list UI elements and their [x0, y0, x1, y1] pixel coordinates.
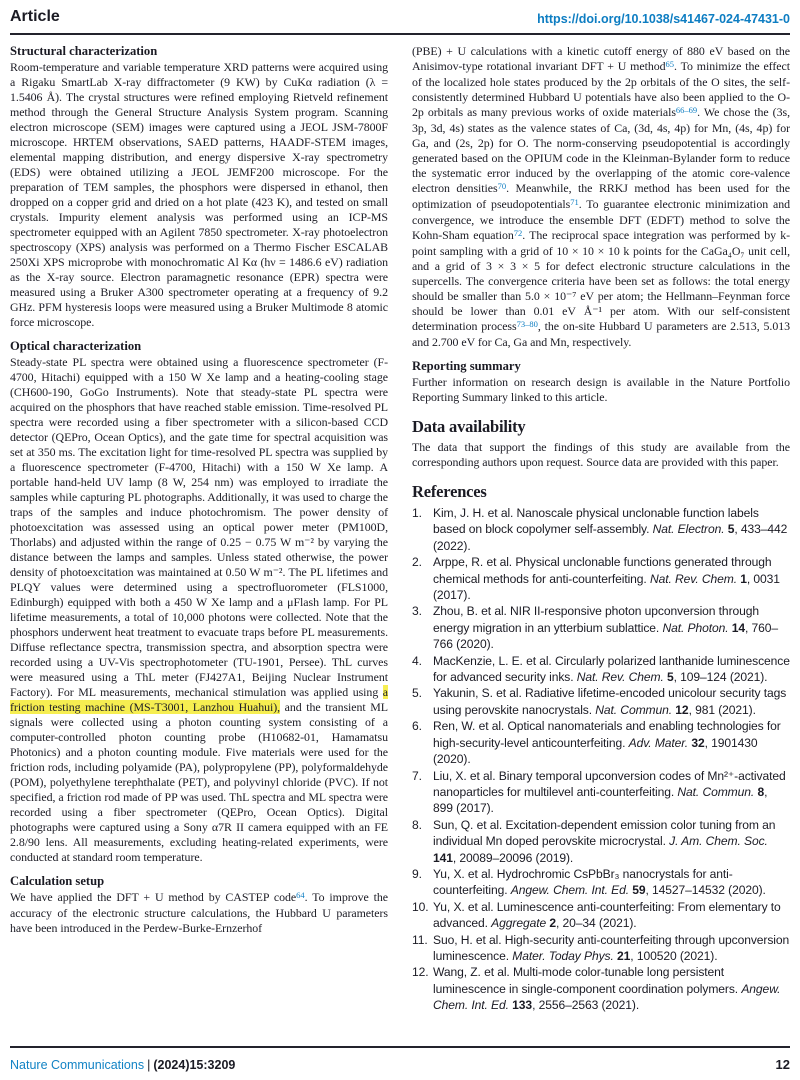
text-run: , 0031 (2017).: [433, 571, 780, 603]
text-run: 5: [667, 670, 674, 685]
text-run: 5: [727, 522, 735, 537]
reference-text: [433, 817, 790, 866]
text-run: Mater. Today Phys.: [512, 948, 614, 963]
text-run: Yu, X. et al. Luminescence anti-counterfeiting: From elementary to advanced.: [433, 899, 781, 931]
text-run: Nat. Electron.: [652, 522, 725, 537]
reference-number: 9.: [412, 866, 422, 881]
reference-text: [433, 899, 790, 932]
two-column-layout: [10, 35, 790, 1014]
text-run: 141: [433, 850, 453, 865]
reference-item: [412, 505, 790, 554]
text-run: 14: [731, 620, 745, 635]
text-run: We have applied the DFT + U method by CASTEP code: [10, 890, 297, 904]
text-run: , 2556–2563 (2021).: [532, 998, 640, 1013]
text-run: . To minimize the effect of the localized hole states produced by the 2p orbitals of the O sites, the self-consistently determined Hubbard U potentials have also been applied to the O-2p orbitals as many previous works of oxide materials: [412, 59, 790, 119]
reference-text: [433, 932, 790, 965]
text-run: Wang, Z. et al. Multi-mode color-tunable long persistent luminescence in single-component coordination polymers.: [433, 965, 742, 996]
calculation-setup-heading: Calculation setup: [10, 874, 105, 888]
text-run: . To guarantee electronic minimization and convergence, we introduce the ensemble DFT (EDFT) method to solve the Kohn-Sham equation: [412, 197, 790, 242]
text-run: Suo, H. et al. High-security anti-counterfeiting through upconversion luminescence.: [433, 932, 790, 963]
text-run: Zhou, B. et al. NIR II-responsive photon upconversion through energy migration in an ytterbium sublattice.: [433, 604, 759, 635]
text-run: Nat. Rev. Chem.: [649, 571, 737, 586]
reference-text: [433, 554, 790, 603]
footer-journal-name: Nature Communications: [10, 1058, 145, 1072]
reference-number: 5.: [412, 686, 422, 701]
text-run: Nat. Commun.: [677, 784, 755, 799]
text-run: . To improve the accuracy of the electronic structure calculations, the Hubbard U parameters have been introduced in the Perdew-Burke-Ernzerhof: [10, 890, 388, 935]
references-list: [412, 505, 790, 1014]
text-run: Angew. Chem. Int. Ed.: [433, 981, 781, 1013]
data-availability-text: The data that support the findings of this study are available from the corresponding authors upon request. Source data are provided with this paper.: [412, 440, 790, 469]
citation-superscript[interactable]: 71: [570, 196, 579, 207]
text-run: , 20089–20096 (2019).: [452, 850, 574, 865]
text-run: 12: [675, 702, 689, 717]
reference-item: [412, 554, 790, 603]
text-run: Nat. Commun.: [595, 702, 673, 717]
footer-citation: [10, 1058, 235, 1072]
text-run: , 981 (2021).: [688, 702, 756, 717]
reference-item: [412, 768, 790, 817]
doi-link[interactable]: https://doi.org/10.1038/s41467-024-47431-0: [537, 12, 790, 26]
left-column: [10, 44, 388, 1014]
text-run: , 899 (2017).: [433, 784, 768, 816]
text-run: Yakunin, S. et al. Radiative lifetime-encoded unicolour security tags using perovskite nanocrystals.: [433, 686, 787, 717]
reference-item: [412, 653, 790, 686]
reference-number: 6.: [412, 719, 422, 734]
reference-item: [412, 899, 790, 932]
text-run: , 20–34 (2021).: [556, 916, 637, 931]
reporting-summary-heading: Reporting summary: [412, 359, 521, 373]
text-run: Angew. Chem. Int. Ed.: [510, 883, 629, 898]
text-run: (PBE) + U calculations with a kinetic cutoff energy of 880 eV based on the Anisimov-type rotational invariant DFT + U method: [412, 44, 790, 73]
data-availability-heading: Data availability: [412, 417, 526, 436]
reference-text: [433, 768, 790, 817]
citation-superscript[interactable]: 72: [513, 227, 523, 238]
text-run: 133: [512, 998, 533, 1013]
text-run: 2: [549, 916, 556, 931]
text-run: Sun, Q. et al. Excitation-dependent emission color tuning from an individual Mn doped perovskite microcrystal.: [433, 817, 776, 849]
calculation-continuation-text: [412, 44, 790, 350]
citation-superscript[interactable]: 73–80: [516, 318, 538, 329]
reference-number: 2.: [412, 555, 422, 570]
text-run: 59: [632, 883, 646, 898]
citation-superscript[interactable]: 70: [497, 180, 507, 191]
text-run: , 14527–14532 (2020).: [645, 883, 766, 898]
reference-number: 7.: [412, 768, 422, 783]
optical-characterization-text: [10, 355, 388, 865]
text-run: Nat. Photon.: [662, 620, 729, 635]
right-column: [412, 44, 790, 1014]
text-run: Adv. Mater.: [628, 735, 689, 750]
reference-text: [433, 718, 790, 767]
reference-number: 3.: [412, 604, 422, 619]
calculation-setup-text: [10, 890, 388, 936]
citation-superscript[interactable]: 66–69: [675, 104, 698, 115]
footer-separator: |: [147, 1058, 151, 1072]
optical-characterization-heading: Optical characterization: [10, 339, 142, 353]
reference-item: [412, 866, 790, 899]
text-run: 1: [740, 571, 747, 586]
text-run: , 760–766 (2020).: [433, 620, 779, 652]
reference-text: [433, 685, 790, 718]
text-run: 32: [691, 735, 705, 750]
text-run: 21: [617, 948, 631, 963]
reference-number: 1.: [412, 506, 422, 520]
article-type-label: Article: [10, 8, 60, 25]
references-heading: References: [412, 482, 487, 501]
text-run: Steady-state PL spectra were obtained using a fluorescence spectrometer (F-4700, Hitachi) equipped with a 150 W Xe lamp and a heating-cooling stage (CH600-190, GoGo Instruments). Note that steady-state PL spectra were acquired on the phosphors that have reached stable emission. Time-resolved PL spectra were recorded using a fiber spectrometer with a silicon-based CCD detector (QEPro, Ocean Optics), and the gate time for spectral acquisition was set at 350 ms. The excitation light for time-resolved PL spectra was supplied by a fluorescence spectrometer (F-4700, Hitachi) with a 150 W Xe lamp. A portable hand-held UV lamp (8 W, 254 nm) was employed to irradiate the samples while capturing PL photographs. Additionally, it was used to charge the traps of the samples and induce photochromism. The power density of photoexcitation was assessed using an optical power meter (PM100D, Thorlabs) and adjusted within the range of 0.25 − 0.75 W m⁻² by varying the distance between the lamps and samples. Unless stated otherwise, the power density of photoexcitation was maintained at 0.50 W m⁻². The PL lifetimes and PLQY values were determined using a spectrofluorometer (FLS1000, Edinburgh) equipped with both a 450 W Xe lamp and a μFlash lamp. For PL lifetime measurements, a total of 10,000 photons were collected. Note that the phosphors underwent heat treatment to evacuate traps before PL measurements. Diffuse reflectance spectra, transmission spectra, and absorption spectra were recorded using a UV-Vis spectrophotometer (TU-1901, Persee). ThL curves were measured using a ThL meter (FJ427A1, Beijing Nuclear Instrument Factory). For ML measurements, mechanical stimulation was applied using: [10, 355, 388, 699]
highlighted-text: a friction testing machine (MS-T3001, Lanzhou Huahui),: [10, 685, 388, 714]
text-run: Nat. Rev. Chem.: [576, 670, 664, 685]
text-run: and the transient ML signals were collected using a photon counting system consisting of a computer-controlled photon counting probe (H10682-01, Hamamatsu Photonics) and a photon counting module. Five materials were used for the friction rods, including polyamide (PA), polypropylene (PP), polyformaldehyde (POM), polyethylene terephthalate (PET), and polyvinyl chloride (PVC). If not specified, a friction rod made of PP was used. ThL spectra and ML spectra were recorded using a fiber spectrometer (QEPro, Ocean Optics). Digital photographs were captured using a Sony α7R II camera equipped with an FE 2.8/90 lens. All measurements, excluding heating-related experiments, were conducted at standard room temperature.: [10, 700, 388, 864]
text-run: Yu, X. et al. Hydrochromic CsPbBr₃ nanocrystals for anti-counterfeiting.: [433, 866, 733, 898]
reference-item: [412, 685, 790, 718]
text-run: , 1901430 (2020).: [433, 735, 758, 767]
text-run: 8: [757, 784, 765, 799]
citation-superscript[interactable]: 64: [296, 889, 305, 900]
reference-item: [412, 817, 790, 866]
page-header: [10, 8, 790, 35]
structural-characterization-heading: Structural characterization: [10, 44, 158, 58]
reference-item: [412, 964, 790, 1013]
text-run: , the on-site Hubbard U parameters are 2.513, 5.013 and 2.700 eV for Ca, Ga and Mn, respectively.: [412, 319, 791, 349]
reference-text: [433, 866, 790, 899]
text-run: , 100520 (2021).: [630, 948, 718, 963]
page-footer: [10, 1046, 790, 1072]
reference-text: [433, 505, 790, 554]
reference-text: [433, 964, 790, 1013]
text-run: , 109–124 (2021).: [673, 670, 768, 685]
reference-number: 11.: [412, 932, 428, 947]
text-run: Aggregate: [491, 916, 547, 931]
reference-text: [433, 653, 790, 686]
text-run: . We chose the (3s, 3p, 3d, 4s) states as the valence states of Ca, (3d, 4s, 4p) for Mn, (4s, 4p) for Ga, and (2s, 2p) for O. The norm-conserving pseudopotential is accordingly generated based on the OPIUM code in the Kleinman-Bylander form to reduce the systematic error induced by the overlapping of the atomic core-valence electron densities: [412, 105, 790, 195]
text-run: Ren, W. et al. Optical nanomaterials and enabling technologies for high-security-level anticounterfeiting.: [433, 719, 781, 750]
footer-volume-citation: (2024)15:3209: [153, 1058, 236, 1072]
text-run: J. Am. Chem. Soc.: [669, 834, 768, 849]
reference-number: 10.: [412, 899, 429, 914]
reference-number: 4.: [412, 653, 422, 668]
text-run: . The reciprocal space integration was performed by k-point sampling with a grid of 10 × 10 × 10 k points for the CaGa₄O₇ unit cell, and a grid of 3 × 3 × 5 for defect electronic structure calculations in the supercells. The convergence criteria have been set as follows: the total energy should be smaller than 5.0 × 10⁻⁷ eV per atom; the Hellmann–Feynman force should be lower than 0.01 eV Å⁻¹ per atom. With our self-consistent determination process: [412, 228, 791, 333]
page-number: 12: [775, 1057, 790, 1072]
reporting-summary-text: Further information on research design is available in the Nature Portfolio Reporting Summary linked to this article.: [412, 375, 790, 404]
reference-text: [433, 603, 790, 652]
reference-item: [412, 718, 790, 767]
reference-number: 12.: [412, 965, 429, 980]
citation-superscript[interactable]: 65: [665, 58, 675, 69]
text-run: Arppe, R. et al. Physical unclonable functions generated through chemical methods for anti-counterfeiting.: [433, 555, 772, 586]
text-run: Kim, J. H. et al. Nanoscale physical unclonable function labels based on block copolymer self-assembly.: [433, 506, 759, 537]
text-run: Liu, X. et al. Binary temporal upconversion codes of Mn²⁺-activated nanoparticles for multilevel anti-counterfeiting.: [433, 768, 786, 799]
text-run: MacKenzie, L. E. et al. Circularly polarized lanthanide luminescence for advanced security inks.: [433, 653, 790, 685]
reference-item: [412, 932, 790, 965]
reference-item: [412, 603, 790, 652]
structural-characterization-text: Room-temperature and variable temperature XRD patterns were acquired using a Rigaku SmartLab X-ray diffractometer (9 KW) by CuKα radiation (λ = 1.5406 Å). The crystal structures were refined employing Rietveld refinement method through the General Structure Analysis System program. Scanning electron microscope (SEM) images were captured using a JEOL JSM-7800F microscope. HRTEM observations, SAED patterns, HAADF-STEM images, elemental mapping distribution, and energy dispersive X-ray spectrometry (EDS) were obtained utilizing a JEOL JEMF200 microscope. For the preparation of TEM samples, the phosphors were dispersed in ethanol, then dropped on a copper grid and dried on a hot plate (423 K), and tested on small crystals. Impurity element analysis was performed using an ICP-MS spectrometer equipped with an Agilent 7850 spectrometer. X-ray photoelectron spectroscopy (XPS) analysis was performed on a Thermo Fischer ESCALAB 250Xi XPS microprobe with monochromatic Al Kα (hν = 1486.6 eV) radiation as the X-ray source. Electron paramagnetic resonance (EPR) spectra were measured using a Bruker A300 spectrometer operating at a frequency of 9.2 GHz. PFM hysteresis loops were measured using a Bruker Multimode 8 atomic force microscope.: [10, 60, 388, 329]
reference-number: 8.: [412, 817, 422, 832]
text-run: . Meanwhile, the RRKJ method has been used for the optimization of pseudopotentials: [412, 181, 790, 211]
text-run: , 433–442 (2022).: [433, 522, 788, 553]
